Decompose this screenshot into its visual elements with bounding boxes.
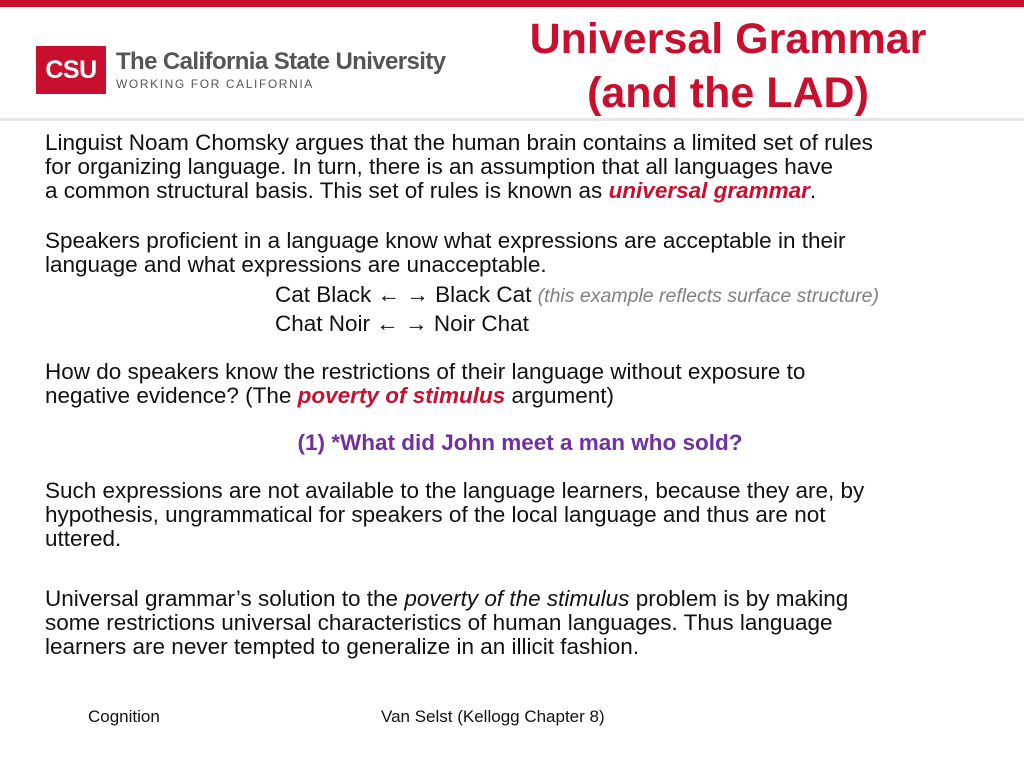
slide-title [500,12,956,120]
paragraph-line: hypothesis, ungrammatical for speakers of the local language and thus are not [45,502,826,527]
term-universal-grammar: universal grammar [608,178,810,203]
csu-logo [36,46,446,94]
paragraph-expressions [45,479,1021,551]
logo-name: The California State University [116,47,446,75]
paragraph-line: for organizing language. In turn, there is an assumption that all languages have [45,154,834,179]
text-run: argument) [505,383,615,408]
example-note: (this example reflects surface structure) [537,285,880,307]
paragraph-line: uttered. [45,526,122,551]
paragraph-line: some restrictions universal characteristics of human languages. Thus language [45,610,833,635]
example-right: Noir Chat [433,311,529,336]
example-chat-noir [275,312,529,336]
logo-tagline: WORKING FOR CALIFORNIA [116,76,314,91]
paragraph-line [45,178,1021,203]
example-left: Cat Black [275,282,372,307]
text-run: a common structural basis. This set of rules is known as [45,178,609,203]
arrow-left-icon: ← [377,282,401,307]
header-divider [0,118,1024,121]
text-run: negative evidence? (The [45,383,298,408]
top-accent-bar [0,0,1024,7]
footer-source: Van Selst (Kellogg Chapter 8) [381,707,605,726]
paragraph-speakers [45,229,1021,277]
term-poverty-of-stimulus: poverty of stimulus [297,383,506,408]
example-right: Black Cat [435,282,532,307]
paragraph-line: language and what expressions are unacceptable. [45,252,547,277]
csu-logo-mark: CSU [36,46,106,94]
paragraph-line: learners are never tempted to generalize in an illicit fashion. [45,634,640,659]
arrow-right-icon: → [406,282,429,307]
paragraph-line [45,383,1021,408]
example-cat-black [275,283,879,308]
paragraph-line: Such expressions are not available to the language learners, because they are, by [45,478,865,503]
slide-title-line1: Universal Grammar [529,15,927,63]
paragraph-chomsky [45,131,1021,203]
paragraph-line: How do speakers know the restrictions of their language without exposure to [45,359,806,384]
paragraph-line: Linguist Noam Chomsky argues that the human brain contains a limited set of rules [45,130,873,155]
text-run: . [809,178,817,203]
arrow-left-icon: ← [376,311,399,336]
text-run: Universal grammar’s solution to the [45,586,405,611]
paragraph-poverty-question [45,360,1021,408]
footer-course: Cognition [88,707,160,726]
example-question: (1) *What did John meet a man who sold? [297,430,743,455]
paragraph-line: Speakers proficient in a language know what expressions are acceptable in their [45,228,846,253]
term-poverty-of-the-stimulus: poverty of the stimulus [404,586,630,611]
arrow-right-icon: → [405,311,428,336]
csu-logo-wordmark [116,49,446,92]
text-run: problem is by making [629,586,849,611]
paragraph-solution [45,587,1021,659]
paragraph-line [45,586,1021,611]
example-left: Chat Noir [275,311,371,336]
slide-title-line2: (and the LAD) [587,69,869,117]
